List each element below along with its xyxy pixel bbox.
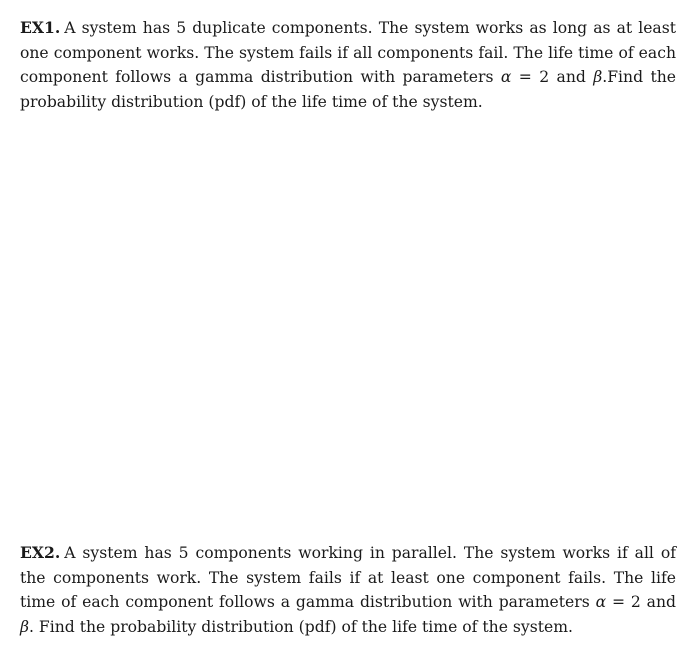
exercise-2-text: A system has 5 components working in parallel. The system works if all of the components work. The system fails if at least one component fails. The life time of each component follows a gamma distribution with parameters — [20, 544, 676, 611]
exercise-2-beta: β — [20, 617, 30, 636]
exercise-2-question: . Find the probability distribution (pdf) of the life time of the system. — [29, 617, 573, 636]
exercise-1-alpha: α — [500, 68, 512, 86]
exercise-1-beta: β — [593, 68, 603, 86]
exercise-2-label: EX2. — [20, 543, 61, 562]
exercise-2 — [20, 541, 676, 639]
exercise-1-equals: = 2 and — [511, 68, 594, 86]
exercise-1-label: EX1. — [20, 18, 61, 37]
exercise-2-equals: = 2 and — [606, 593, 676, 611]
exercise-1-text: A system has 5 duplicate components. The system works as long as at least one component works. The system fails if all components fail. The life time of each component follows a gamma distribution with parameters — [20, 19, 676, 86]
exercise-2-alpha: α — [595, 593, 607, 611]
exercise-1-question: .Find the probability distribution (pdf) of the life time of the system. — [20, 68, 676, 111]
exercise-1 — [20, 16, 676, 114]
